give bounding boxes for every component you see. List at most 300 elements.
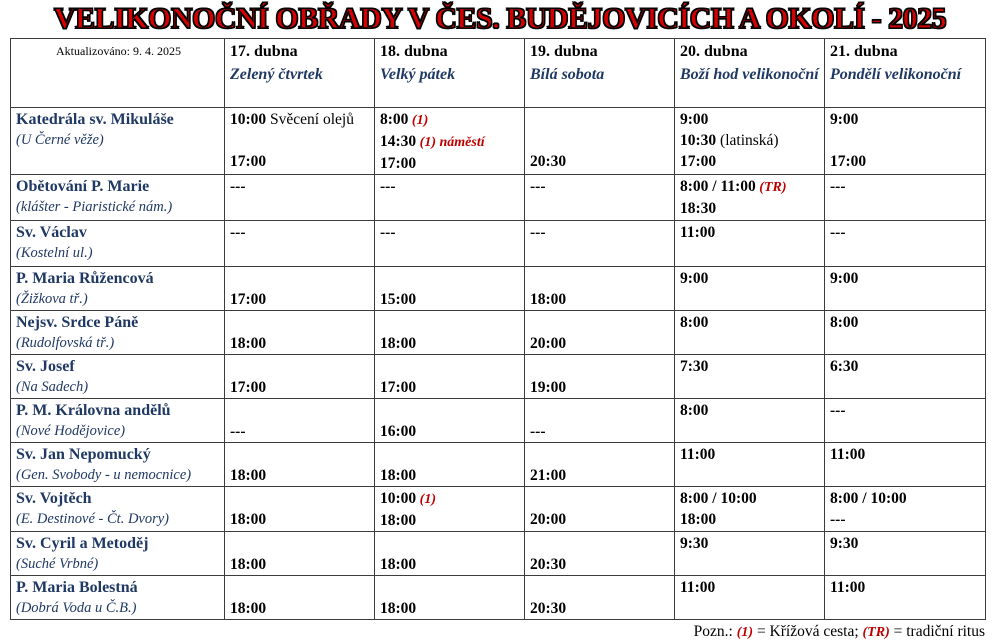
schedule-line: [830, 109, 982, 130]
page-title: VELIKONOČNÍ OBŘADY V ČES. BUDĚJOVICÍCH A OKOLÍ - 2025: [53, 2, 947, 35]
schedule-line: [530, 356, 671, 377]
table-row: [11, 355, 986, 399]
schedule-line: [830, 509, 982, 530]
schedule-line: [830, 356, 982, 377]
service-time: 18:00: [380, 335, 417, 352]
schedule-line: [680, 356, 821, 377]
schedule-line: [830, 222, 982, 243]
schedule-line: [530, 377, 671, 398]
service-time: 18:00: [380, 467, 417, 484]
schedule-line: [230, 333, 371, 354]
service-time: ---: [380, 178, 396, 195]
service-time: ---: [380, 224, 396, 241]
schedule-line: [230, 289, 371, 310]
service-note: = Křížová cesta;: [753, 623, 863, 640]
service-note: Pozn.:: [693, 623, 737, 640]
church-location: (klášter - Piaristické nám.): [16, 199, 173, 215]
annotation-text: (TR): [862, 625, 890, 640]
church-location: (Suché Vrbné): [16, 556, 99, 572]
schedule-cell: [825, 443, 986, 487]
schedule-line: [380, 289, 521, 310]
schedule-cell: [525, 108, 675, 175]
service-time: 20:00: [530, 335, 567, 352]
service-time: 14:30: [380, 133, 417, 150]
schedule-line: [530, 222, 671, 243]
schedule-cell: [675, 355, 825, 399]
schedule-cell: [825, 355, 986, 399]
church-name: P. Maria Růžencová: [16, 270, 154, 287]
service-time: 17:00: [830, 153, 867, 170]
service-time: 11:00: [680, 224, 716, 241]
church-name: Sv. Jan Nepomucký: [16, 446, 151, 463]
schedule-line: [680, 377, 821, 398]
schedule-cell: [225, 355, 375, 399]
schedule-line: [230, 151, 371, 172]
service-time: 18:00: [680, 511, 717, 528]
schedule-line: [530, 400, 671, 421]
schedule-line: [230, 312, 371, 333]
schedule-cell: [675, 487, 825, 532]
schedule-line: [680, 312, 821, 333]
schedule-cell: [825, 267, 986, 311]
schedule-line: [830, 444, 982, 465]
service-time: 18:00: [380, 600, 417, 617]
service-time: 9:30: [680, 535, 709, 552]
schedule-line: [830, 533, 982, 554]
church-location: (Dobrá Voda u Č.B.): [16, 600, 137, 616]
schedule-line: [380, 577, 521, 598]
schedule-line: [380, 222, 521, 243]
schedule-line: [230, 109, 371, 130]
column-day-name: Bílá sobota: [530, 66, 605, 83]
service-time: 6:30: [830, 358, 859, 375]
schedule-cell: [675, 108, 825, 175]
schedule-line: [680, 488, 821, 509]
service-time: 8:00 / 11:00: [680, 178, 756, 195]
schedule-cell: [375, 576, 525, 620]
schedule-line: [680, 109, 821, 130]
schedule-line: [680, 598, 821, 619]
service-time: 9:00: [830, 270, 859, 287]
schedule-line: [380, 153, 521, 174]
schedule-line: [830, 577, 982, 598]
service-note: Svěcení olejů: [266, 111, 354, 128]
service-time: 18:00: [530, 291, 567, 308]
annotation-text: (1) náměstí: [416, 135, 485, 150]
service-time: 16:00: [380, 423, 417, 440]
service-time: 9:00: [830, 111, 859, 128]
schedule-line: [680, 130, 821, 151]
schedule-cell: [825, 532, 986, 576]
service-time: 8:00 / 10:00: [680, 490, 757, 507]
service-time: ---: [530, 423, 546, 440]
church-location: (Nové Hodějovice): [16, 423, 126, 439]
schedule-cell: [675, 221, 825, 267]
schedule-line: [530, 333, 671, 354]
schedule-line: [680, 268, 821, 289]
service-time: 17:00: [380, 155, 417, 172]
church-name: Obětování P. Marie: [16, 178, 150, 195]
schedule-cell: [525, 175, 675, 221]
church-name: Nejsv. Srdce Páně: [16, 314, 139, 331]
schedule-cell: [375, 311, 525, 355]
service-time: 18:00: [230, 467, 267, 484]
schedule-cell: [825, 487, 986, 532]
schedule-line: [680, 509, 821, 530]
service-time: 11:00: [680, 579, 716, 596]
schedule-line: [230, 509, 371, 530]
schedule-line: [530, 289, 671, 310]
schedule-cell: [675, 532, 825, 576]
service-time: ---: [830, 402, 846, 419]
service-time: 11:00: [830, 446, 866, 463]
schedule-line: [380, 465, 521, 486]
service-time: 8:00: [680, 314, 709, 331]
table-row: [11, 267, 986, 311]
schedule-cell: [525, 221, 675, 267]
service-time: 18:00: [230, 556, 267, 573]
schedule-line: [530, 130, 671, 151]
schedule-cell: [225, 311, 375, 355]
service-time: 9:00: [680, 111, 709, 128]
church-cell: [11, 175, 225, 221]
service-time: 15:00: [380, 291, 417, 308]
service-time: 17:00: [230, 379, 267, 396]
annotation-text: (TR): [755, 180, 787, 195]
schedule-cell: [675, 576, 825, 620]
schedule-cell: [375, 355, 525, 399]
service-time: 20:30: [530, 153, 567, 170]
column-header-20-dubna: [675, 39, 825, 108]
schedule-cell: [675, 311, 825, 355]
church-location: (Gen. Svobody - u nemocnice): [16, 467, 192, 483]
schedule-cell: [825, 576, 986, 620]
column-day-name: Boží hod velikonoční: [680, 66, 819, 83]
service-schedule-table: [10, 38, 986, 620]
column-day-name: Pondělí velikonoční: [830, 66, 962, 83]
schedule-line: [530, 268, 671, 289]
service-time: 18:00: [380, 556, 417, 573]
church-location: (Na Sadech): [16, 379, 89, 395]
schedule-cell: [225, 443, 375, 487]
table-row: [11, 532, 986, 576]
service-time: 20:00: [530, 511, 567, 528]
schedule-line: [530, 577, 671, 598]
service-time: 8:00: [380, 111, 409, 128]
schedule-line: [830, 421, 982, 442]
schedule-line: [530, 421, 671, 442]
service-time: 18:30: [680, 200, 717, 217]
schedule-line: [530, 197, 671, 218]
schedule-line: [830, 289, 982, 310]
service-time: 8:00 / 10:00: [830, 490, 907, 507]
column-header-19-dubna: [525, 39, 675, 108]
schedule-cell: [375, 487, 525, 532]
schedule-line: [680, 151, 821, 172]
schedule-line: [380, 421, 521, 442]
schedule-line: [230, 176, 371, 197]
schedule-line: [230, 465, 371, 486]
schedule-line: [380, 533, 521, 554]
service-time: 9:30: [830, 535, 859, 552]
schedule-line: [230, 243, 371, 264]
column-date: 21. dubna: [830, 43, 898, 60]
schedule-cell: [525, 355, 675, 399]
schedule-line: [830, 554, 982, 575]
column-header-17-dubna: [225, 39, 375, 108]
schedule-line: [830, 488, 982, 509]
church-cell: [11, 532, 225, 576]
service-time: ---: [830, 511, 846, 528]
schedule-cell: [825, 175, 986, 221]
church-name: Katedrála sv. Mikuláše: [16, 111, 174, 128]
schedule-line: [380, 197, 521, 218]
service-time: ---: [230, 423, 246, 440]
schedule-line: [380, 109, 521, 131]
service-time: 8:00: [830, 314, 859, 331]
service-time: ---: [830, 178, 846, 195]
church-name: P. Maria Bolestná: [16, 579, 138, 596]
schedule-line: [380, 488, 521, 510]
schedule-line: [830, 377, 982, 398]
schedule-line: [830, 312, 982, 333]
schedule-line: [380, 598, 521, 619]
schedule-cell: [225, 175, 375, 221]
annotation-text: (1): [416, 492, 436, 507]
table-row: [11, 576, 986, 620]
church-cell: [11, 399, 225, 443]
schedule-line: [530, 465, 671, 486]
service-time: 10:00: [380, 490, 417, 507]
schedule-line: [830, 197, 982, 218]
service-time: 18:00: [230, 511, 267, 528]
schedule-line: [230, 197, 371, 218]
schedule-cell: [225, 221, 375, 267]
schedule-cell: [225, 399, 375, 443]
schedule-line: [230, 400, 371, 421]
schedule-line: [230, 222, 371, 243]
schedule-line: [830, 176, 982, 197]
church-cell: [11, 108, 225, 175]
service-time: 19:00: [530, 379, 567, 396]
church-cell: [11, 355, 225, 399]
schedule-cell: [525, 311, 675, 355]
table-row: [11, 175, 986, 221]
schedule-line: [680, 465, 821, 486]
service-time: ---: [530, 178, 546, 195]
schedule-line: [230, 268, 371, 289]
schedule-line: [680, 554, 821, 575]
schedule-line: [830, 130, 982, 151]
schedule-line: [680, 421, 821, 442]
schedule-line: [380, 333, 521, 354]
updated-note: Aktualizováno: 9. 4. 2025: [11, 39, 225, 108]
church-location: (Rudolfovská tř.): [16, 335, 115, 351]
service-time: 20:30: [530, 600, 567, 617]
schedule-cell: [825, 399, 986, 443]
schedule-line: [680, 243, 821, 264]
schedule-line: [680, 289, 821, 310]
column-date: 20. dubna: [680, 43, 748, 60]
table-row: [11, 221, 986, 267]
schedule-line: [530, 533, 671, 554]
schedule-line: [230, 577, 371, 598]
church-name: Sv. Václav: [16, 224, 87, 241]
schedule-line: [530, 554, 671, 575]
schedule-line: [680, 198, 821, 219]
schedule-cell: [825, 108, 986, 175]
schedule-cell: [525, 532, 675, 576]
schedule-cell: [375, 108, 525, 175]
service-time: 11:00: [680, 446, 716, 463]
schedule-cell: [225, 108, 375, 175]
schedule-line: [380, 377, 521, 398]
schedule-cell: [525, 487, 675, 532]
schedule-cell: [675, 267, 825, 311]
service-time: 17:00: [230, 291, 267, 308]
schedule-line: [830, 243, 982, 264]
column-date: 17. dubna: [230, 43, 298, 60]
schedule-cell: [225, 487, 375, 532]
schedule-line: [680, 176, 821, 198]
schedule-line: [680, 400, 821, 421]
schedule-cell: [375, 532, 525, 576]
table-row: [11, 311, 986, 355]
service-time: 7:30: [680, 358, 709, 375]
table-row: [11, 399, 986, 443]
column-day-name: Zelený čtvrtek: [230, 66, 323, 83]
annotation-text: (1): [408, 113, 429, 128]
schedule-line: [830, 151, 982, 172]
schedule-line: [830, 598, 982, 619]
church-location: (Žižkova tř.): [16, 291, 88, 307]
service-time: 8:00: [680, 402, 709, 419]
schedule-cell: [225, 267, 375, 311]
church-name: Sv. Josef: [16, 358, 75, 375]
schedule-cell: [525, 267, 675, 311]
church-cell: [11, 267, 225, 311]
schedule-cell: [675, 399, 825, 443]
church-cell: [11, 221, 225, 267]
church-name: P. M. Královna andělů: [16, 402, 171, 419]
schedule-line: [380, 243, 521, 264]
schedule-line: [680, 577, 821, 598]
schedule-line: [530, 243, 671, 264]
schedule-line: [230, 444, 371, 465]
column-header-21-dubna: [825, 39, 986, 108]
schedule-line: [830, 465, 982, 486]
schedule-line: [830, 333, 982, 354]
schedule-line: [230, 130, 371, 151]
schedule-line: [530, 509, 671, 530]
schedule-line: [830, 400, 982, 421]
schedule-cell: [675, 175, 825, 221]
schedule-line: [230, 421, 371, 442]
schedule-line: [380, 176, 521, 197]
service-time: 11:00: [830, 579, 866, 596]
service-time: 17:00: [380, 379, 417, 396]
service-time: 9:00: [680, 270, 709, 287]
footnote: [0, 623, 985, 642]
schedule-line: [380, 444, 521, 465]
church-location: (U Černé věže): [16, 132, 104, 148]
church-name: Sv. Vojtěch: [16, 490, 92, 507]
schedule-line: [830, 268, 982, 289]
schedule-cell: [825, 221, 986, 267]
schedule-line: [230, 554, 371, 575]
schedule-line: [380, 356, 521, 377]
church-name: Sv. Cyril a Metoděj: [16, 535, 149, 552]
schedule-cell: [375, 267, 525, 311]
table-row: [11, 487, 986, 532]
schedule-line: [530, 312, 671, 333]
schedule-line: [530, 109, 671, 130]
schedule-line: [230, 377, 371, 398]
service-time: 18:00: [230, 600, 267, 617]
schedule-line: [530, 176, 671, 197]
schedule-line: [380, 400, 521, 421]
schedule-cell: [525, 576, 675, 620]
schedule-line: [230, 598, 371, 619]
schedule-cell: [525, 443, 675, 487]
schedule-line: [680, 444, 821, 465]
service-time: ---: [230, 178, 246, 195]
service-time: 18:00: [380, 512, 417, 529]
schedule-cell: [375, 399, 525, 443]
service-time: ---: [530, 224, 546, 241]
table-row: [11, 108, 986, 175]
church-cell: [11, 443, 225, 487]
schedule-cell: [225, 532, 375, 576]
church-location: (E. Destinové - Čt. Dvory): [16, 511, 170, 527]
service-time: 17:00: [680, 153, 717, 170]
church-cell: [11, 487, 225, 532]
service-note: = tradiční ritus: [889, 623, 985, 640]
service-time: 18:00: [230, 335, 267, 352]
schedule-line: [530, 444, 671, 465]
schedule-line: [380, 510, 521, 531]
service-note: (latinská): [716, 132, 779, 149]
schedule-line: [380, 312, 521, 333]
service-time: ---: [830, 224, 846, 241]
annotation-text: (1): [736, 625, 754, 640]
schedule-cell: [375, 175, 525, 221]
schedule-line: [230, 533, 371, 554]
column-day-name: Velký pátek: [380, 66, 456, 83]
schedule-cell: [375, 443, 525, 487]
church-cell: [11, 576, 225, 620]
schedule-line: [530, 151, 671, 172]
schedule-line: [380, 131, 521, 153]
service-time: 10:00: [230, 111, 267, 128]
schedule-line: [380, 268, 521, 289]
service-time: 20:30: [530, 556, 567, 573]
schedule-cell: [825, 311, 986, 355]
schedule-line: [230, 488, 371, 509]
church-cell: [11, 311, 225, 355]
schedule-line: [380, 554, 521, 575]
service-time: 10:30: [680, 132, 717, 149]
schedule-line: [530, 488, 671, 509]
column-date: 19. dubna: [530, 43, 598, 60]
service-time: 17:00: [230, 153, 267, 170]
table-row: [11, 443, 986, 487]
schedule-line: [680, 333, 821, 354]
schedule-line: [680, 533, 821, 554]
schedule-cell: [675, 443, 825, 487]
column-date: 18. dubna: [380, 43, 448, 60]
schedule-cell: [225, 576, 375, 620]
